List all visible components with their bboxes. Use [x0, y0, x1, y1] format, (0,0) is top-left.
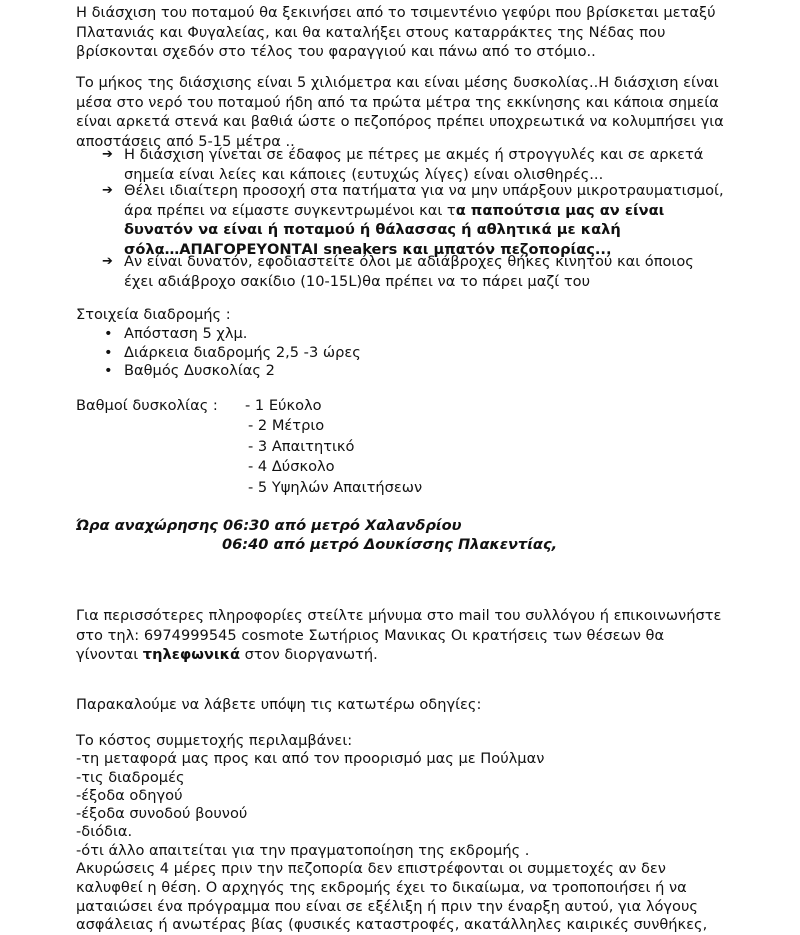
bullet-dot-icon: • — [104, 325, 113, 342]
text-normal: στον διοργανωτή. — [239, 646, 378, 663]
route-info-item: Διάρκεια διαδρομής 2,5 -3 ώρες — [124, 344, 361, 361]
cost-item: -έξοδα συνοδού βουνού — [76, 805, 248, 823]
cost-item: -τη μεταφορά μας προς και από τον προορισμό μας με Πούλμαν — [76, 750, 545, 768]
difficulty-level: - 3 Απαιτητικό — [248, 438, 355, 455]
bullet-dot-icon: • — [104, 362, 113, 379]
arrow-bullet-item — [124, 252, 724, 291]
text-line: Το μήκος της διάσχισης είναι 5 χιλιόμετρα και είναι μέσης δυσκολίας..Η διάσχιση είναι — [76, 74, 719, 91]
text-line: μέσα στο νερό του ποταμού ήδη από τα πρώτα μέτρα της εκκίνησης και κάποια σημεία — [76, 93, 719, 111]
text-line: είναι αρκετά στενά και βαθιά ώστε ο πεζοπόρος πρέπει υποχρεωτικά να κολυμπήσει για — [76, 113, 724, 130]
text-line: αποστάσεις από 5-15 μέτρα .. — [76, 132, 295, 150]
text-bold: α παπούτσια μας αν είναι — [455, 201, 665, 219]
cost-item: -έξοδα οδηγού — [76, 786, 183, 804]
contact-paragraph — [76, 606, 724, 665]
departure-line: Ώρα αναχώρησης 06:30 από μετρό Χαλανδρίου — [76, 517, 462, 534]
cost-item: -τις διαδρομές — [76, 768, 185, 786]
text-line: ματαιώσει ένα πρόγραμμα που είναι σε εξέλιξη ή πριν την έναρξη αυτού, για λόγους — [76, 897, 698, 915]
text-line: καλυφθεί η θέση. Ο αρχηγός της εκδρομής έχει το δικαίωμα, να τροποποιήσει ή να — [76, 878, 687, 896]
difficulty-level: - 1 Εύκολο — [245, 397, 322, 414]
notice-text: Παρακαλούμε να λάβετε υπόψη τις κατωτέρω οδηγίες: — [76, 696, 482, 713]
text-normal: άρα πρέπει να είμαστε συγκεντρωμένοι και τ — [124, 201, 456, 219]
difficulty-level: - 4 Δύσκολο — [248, 458, 335, 475]
departure-line: 06:40 από μετρό Δουκίσσης Πλακεντίας, — [222, 536, 558, 553]
difficulty-level: - 5 Υψηλών Απαιτήσεων — [248, 479, 423, 496]
route-info-item: Απόσταση 5 χλμ. — [124, 325, 248, 342]
text-line: βρίσκονται σχεδόν στο τέλος του φαραγγιού και πάνω από το στόμιο.. — [76, 43, 596, 60]
text-line: στο τηλ: 6974999545 cosmote Σωτήριος Μανικας Οι κρατήσεις των θέσεων θα — [76, 626, 665, 644]
difficulty-label: Βαθμοί δυσκολίας : — [76, 397, 218, 414]
text-line: Πλατανιάς και Φυγαλείας, και θα καταλήξει στους καταρράκτες της Νέδας που — [76, 23, 666, 41]
cost-item: -διόδια. — [76, 823, 133, 841]
cancellation-paragraph — [76, 860, 724, 935]
cost-heading: Το κόστος συμμετοχής περιλαμβάνει: — [76, 732, 353, 749]
text-normal: γίνονται — [76, 646, 143, 663]
text-line: Ακυρώσεις 4 μέρες πριν την πεζοπορία δεν επιστρέφονται οι συμμετοχές αν δεν — [76, 860, 666, 877]
arrow-bullet-item — [124, 181, 724, 259]
text-line-bold: δυνατόν να είναι ή ποταμού ή θάλασσας ή αθλητικά με καλή — [124, 221, 621, 238]
bullet-dot-icon: • — [104, 344, 113, 361]
difficulty-level: - 2 Μέτριο — [248, 417, 325, 434]
arrow-bullet-icon: ➔ — [102, 183, 113, 198]
cost-list — [76, 732, 724, 860]
route-info-item: Βαθμός Δυσκολίας 2 — [124, 362, 275, 379]
text-line: Η διάσχιση γίνεται σε έδαφος με πέτρες με ακμές ή στρογγυλές και σε αρκετά — [124, 146, 704, 163]
text-line: σημεία είναι λείες και κάποιες (ευτυχώς λίγες) είναι ολισθηρές... — [124, 165, 604, 183]
arrow-bullet-icon: ➔ — [102, 147, 113, 162]
text-line: Για περισσότερες πληροφορίες στείλτε μήνυμα στο mail του συλλόγου ή επικοινωνήστε — [76, 607, 722, 624]
text-line: Θέλει ιδιαίτερη προσοχή στα πατήματα για να μην υπάρξουν μικροτραυματισμοί, — [124, 182, 724, 199]
intro-paragraph — [76, 3, 724, 62]
text-line-bold: σόλα…ΑΠΑΓΟΡΕΥΟΝΤΑΙ sneakers και μπατόν πεζοπορίας... — [124, 240, 612, 258]
cost-item: -ότι άλλο απαιτείται για την πραγματοποίηση της εκδρομής . — [76, 841, 530, 859]
text-bold: τηλεφωνικά — [142, 646, 240, 663]
text-line — [76, 645, 724, 665]
text-line: Η διάσχιση του ποταμού θα ξεκινήσει από το τσιμεντένιο γεφύρι που βρίσκεται μεταξύ — [76, 4, 716, 21]
text-line — [124, 201, 724, 221]
text-line: ασφάλειας ή ανωτέρας βίας (φυσικές καταστροφές, ακατάλληλες καιρικές συνθήκες, — [76, 916, 708, 934]
text-line: έχει αδιάβροχο σακίδιο (10-15L)θα πρέπει να το πάρει μαζί του — [124, 272, 591, 290]
route-info-heading: Στοιχεία διαδρομής : — [76, 306, 231, 323]
arrow-bullet-item — [124, 145, 724, 184]
text-line: Αν είναι δυνατόν, εφοδιαστείτε όλοι με αδιάβροχες θήκες κινητού και όποιος — [124, 253, 694, 270]
length-paragraph — [76, 73, 724, 151]
arrow-bullet-icon: ➔ — [102, 254, 113, 269]
